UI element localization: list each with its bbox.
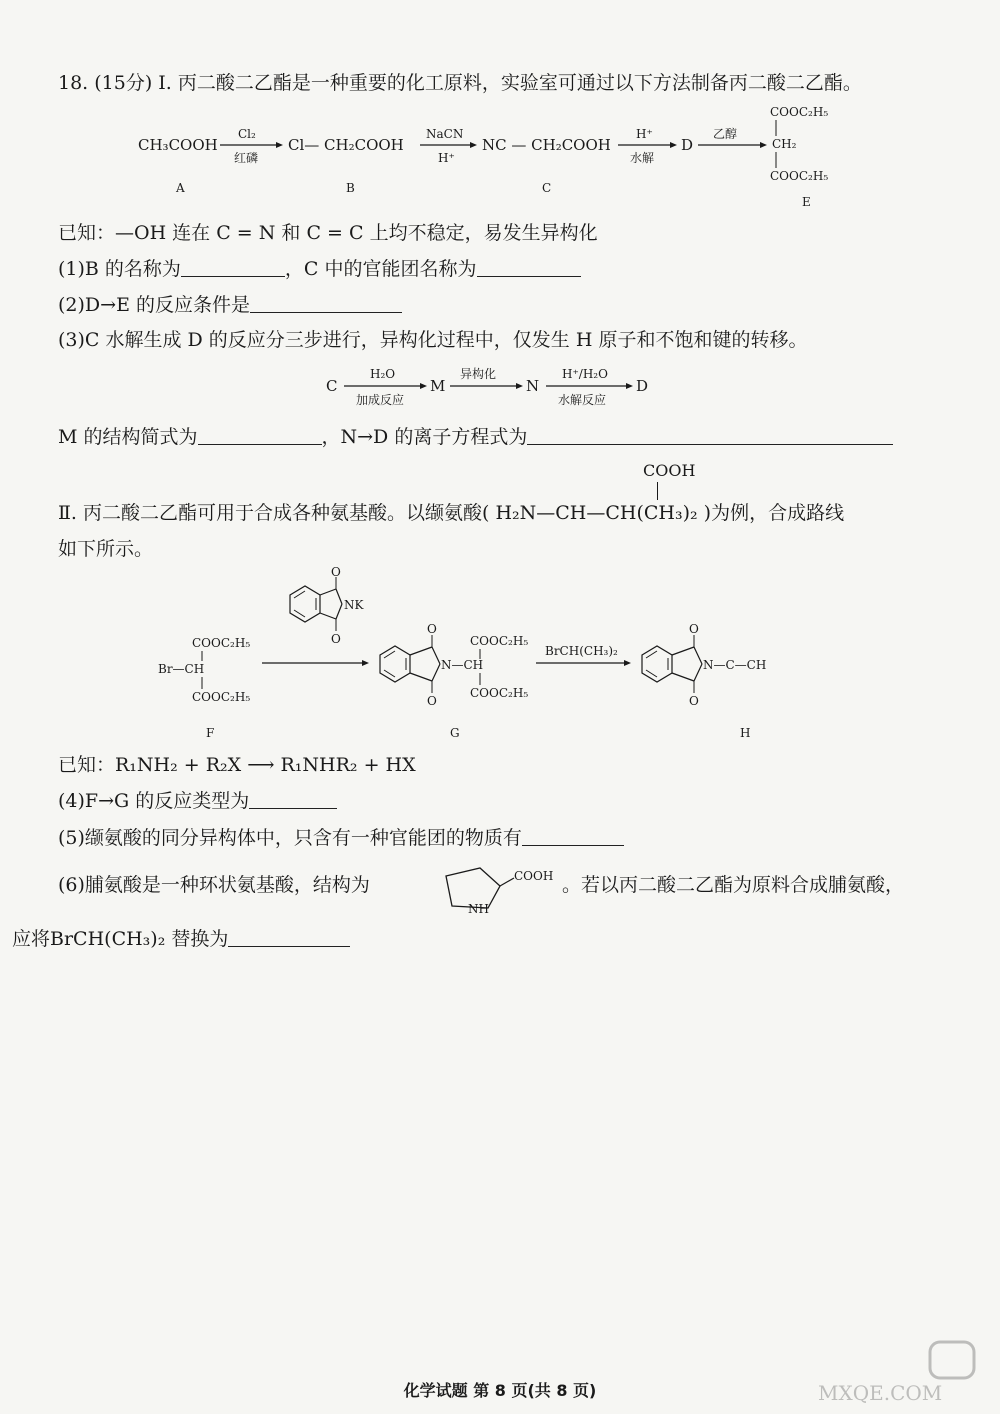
- part-2-intro: Ⅱ. 丙二酸二乙酯可用于合成各种氨基酸。以缬氨酸( H₂N—CH—CH(CH₃)₂ )为例，合成路线: [58, 502, 845, 524]
- question-3-answers: [58, 424, 893, 450]
- q4-text: (4)F→G 的反应类型为: [58, 790, 250, 812]
- q1-text: (1)B 的名称为: [58, 258, 181, 280]
- label-g: G: [450, 726, 460, 740]
- e-top-ester: COOC₂H₅: [770, 105, 829, 119]
- valine-bond: [657, 482, 658, 500]
- s2-isomerization: 异构化: [460, 367, 497, 381]
- question-2: [58, 292, 402, 318]
- label-c: C: [542, 181, 552, 195]
- answer-blank-ionic-eq[interactable]: [527, 424, 893, 445]
- part-2-intro-cont: 如下所示。: [58, 538, 154, 560]
- question-header: 18. (15分) Ⅰ. 丙二酸二乙酯是一种重要的化工原料，实验室可通过以下方法制备丙二酸二乙酯。: [58, 72, 862, 94]
- s2-h-water: H⁺/H₂O: [562, 367, 608, 381]
- compound-d: D: [681, 136, 694, 154]
- reagent-nk: NK: [344, 598, 364, 612]
- proline-structure: [428, 858, 578, 918]
- question-5: [58, 825, 624, 851]
- reagent-h-plus: H⁺: [438, 151, 455, 165]
- answer-blank-q1a[interactable]: [181, 256, 285, 277]
- s2-hydrolysis: 水解反应: [558, 393, 607, 407]
- q6b-text: 。若以丙二酸二乙酯为原料合成脯氨酸，: [562, 874, 905, 896]
- answer-blank-m[interactable]: [198, 424, 322, 445]
- reagent-cl2: Cl₂: [238, 127, 256, 141]
- scheme-1-synthesis: [130, 100, 870, 215]
- question-4: [58, 788, 337, 814]
- label-h: H: [740, 726, 751, 740]
- s2-c: C: [326, 377, 338, 395]
- answer-blank-q1b[interactable]: [477, 256, 581, 277]
- watermark-text: MXQE.COM: [818, 1381, 943, 1405]
- s2-addition: 加成反应: [356, 393, 405, 407]
- reagent-h-plus-2: H⁺: [636, 127, 653, 141]
- question-1: [58, 256, 581, 282]
- q3b-text: ，N→D 的离子方程式为: [321, 426, 528, 448]
- label-f: F: [206, 726, 215, 740]
- h-o-top: O: [689, 622, 699, 636]
- compound-b: Cl— CH₂COOH: [288, 136, 404, 154]
- g-n-ch: N—CH: [441, 658, 484, 672]
- reagent-hydrolysis: 水解: [630, 151, 655, 165]
- f-br-ch: Br—CH: [158, 662, 205, 676]
- label-a: A: [176, 181, 185, 195]
- known-condition-1: 已知：—OH 连在 C = N 和 C = C 上均不稳定，易发生异构化: [58, 222, 598, 244]
- valine-cooh: COOH: [643, 461, 696, 480]
- q3a-text: M 的结构简式为: [58, 426, 198, 448]
- reagent-nacn: NaCN: [426, 127, 464, 141]
- reagent-brch: BrCH(CH₃)₂: [545, 644, 618, 658]
- label-e: E: [802, 195, 811, 209]
- question-6-cont: [12, 926, 350, 952]
- q1b-text: ，C 中的官能团名称为: [284, 258, 477, 280]
- g-bottom-ester: COOC₂H₅: [470, 686, 529, 700]
- known-condition-2: 已知：R₁NH₂ + R₂X ⟶ R₁NHR₂ + HX: [58, 754, 416, 776]
- answer-blank-q6[interactable]: [228, 926, 350, 947]
- proline-cooh: COOH: [514, 869, 554, 883]
- q6a-text: (6)脯氨酸是一种环状氨基酸，结构为: [58, 874, 370, 896]
- g-o-bottom: O: [427, 694, 437, 708]
- g-top-ester: COOC₂H₅: [470, 634, 529, 648]
- scheme-2-hydrolysis-steps: [320, 360, 680, 416]
- reagent-red-p: 红磷: [234, 151, 259, 165]
- reagent-o-bottom: O: [331, 632, 341, 646]
- reagent-o-top: O: [331, 565, 341, 579]
- compound-a: CH₃COOH: [138, 136, 218, 154]
- answer-blank-q5[interactable]: [522, 825, 624, 846]
- question-3: (3)C 水解生成 D 的反应分三步进行，异构化过程中，仅发生 H 原子和不饱和键的转移。: [58, 329, 808, 351]
- reagent-ethanol: 乙醇: [713, 127, 738, 141]
- s2-d: D: [636, 377, 649, 395]
- g-o-top: O: [427, 622, 437, 636]
- f-bottom-ester: COOC₂H₅: [192, 690, 251, 704]
- q2-text: (2)D→E 的反应条件是: [58, 294, 250, 316]
- answer-blank-q2[interactable]: [250, 292, 402, 313]
- s2-m: M: [430, 377, 446, 395]
- h-n-c-ch: N—C—CH: [703, 658, 767, 672]
- scheme-3-amino-acid-route: [140, 565, 840, 745]
- label-b: B: [346, 181, 355, 195]
- f-top-ester: COOC₂H₅: [192, 636, 251, 650]
- answer-blank-q4[interactable]: [249, 788, 337, 809]
- q6c-text: 应将BrCH(CH₃)₂ 替换为: [12, 928, 229, 950]
- e-ch2: CH₂: [772, 137, 797, 151]
- compound-c: NC — CH₂COOH: [482, 136, 611, 154]
- question-6: [58, 872, 370, 898]
- e-bottom-ester: COOC₂H₅: [770, 169, 829, 183]
- proline-nh: NH: [468, 902, 489, 916]
- watermark-logo: [810, 1338, 980, 1408]
- page-footer: 化学试题 第 8 页(共 8 页): [403, 1381, 597, 1400]
- s2-n: N: [526, 377, 540, 395]
- s2-water: H₂O: [370, 367, 396, 381]
- h-o-bottom: O: [689, 694, 699, 708]
- q5-text: (5)缬氨酸的同分异构体中，只含有一种官能团的物质有: [58, 827, 522, 849]
